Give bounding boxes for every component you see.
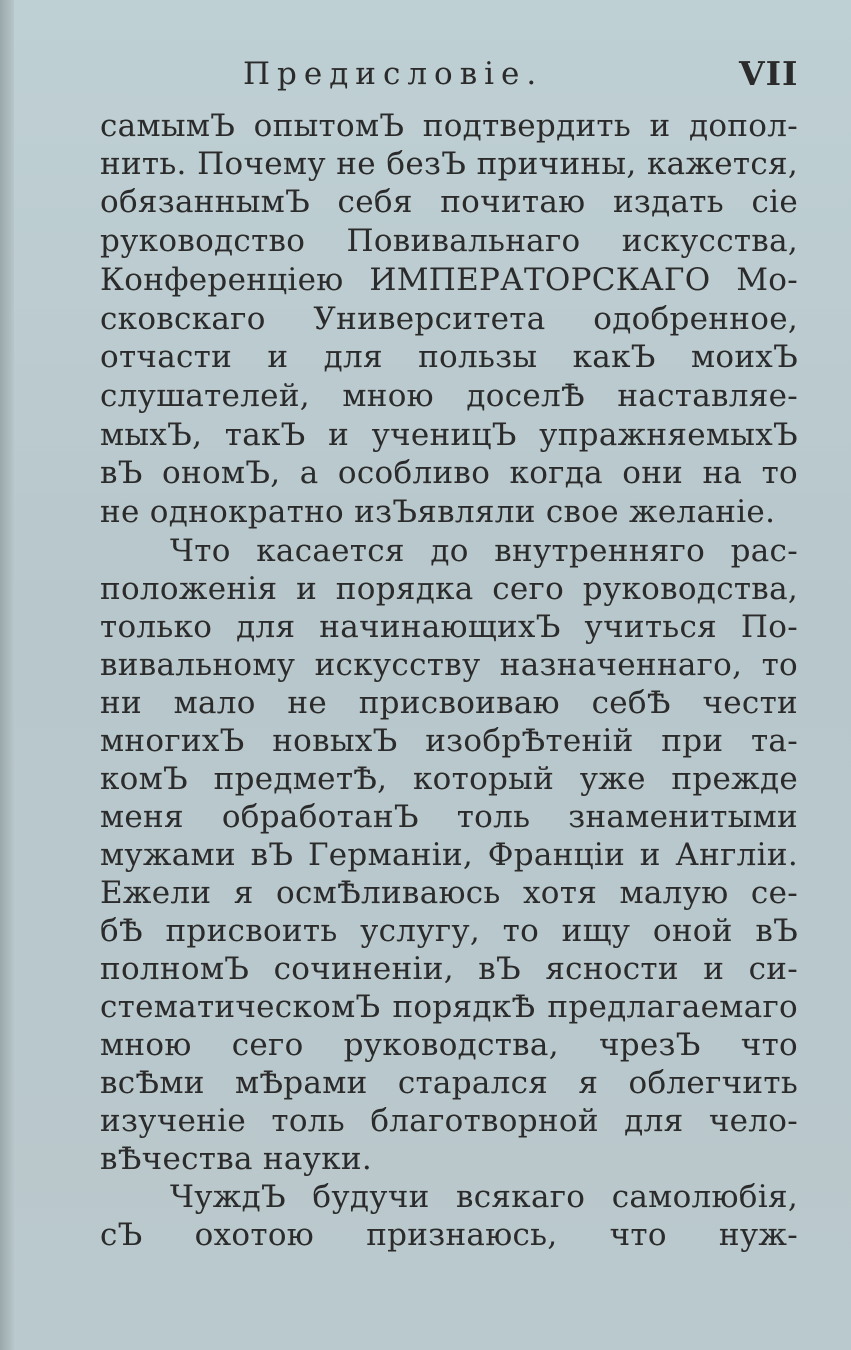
text-line: самымЪ опытомЪ подтвердить и допол- — [100, 108, 798, 144]
text-line: многихЪ новыхЪ изобрѢтеній при та- — [100, 723, 798, 759]
text-line: стематическомЪ порядкѢ предлагаемаго — [100, 989, 798, 1025]
text-line: Конференціею ИМПЕРАТОРСКАГО Мо- — [100, 262, 798, 298]
text-line: мужами вЪ Германіи, Франціи и Англіи. — [100, 837, 798, 873]
text-line: отчасти и для пользы какЪ моихЪ — [100, 339, 798, 375]
body-text — [0, 104, 851, 1294]
text-line: сЪ охотою признаюсь, что нуж- — [100, 1217, 798, 1253]
text-line: нить. Почему не безЪ причины, кажется, — [100, 146, 798, 182]
text-line: сковскаго Университета одобренное, — [100, 301, 798, 337]
section-title: Предисловіе. — [243, 56, 544, 92]
text-line: положенія и порядка сего руководства, — [100, 571, 798, 607]
text-line: полномЪ сочиненіи, вЪ ясности и си- — [100, 951, 798, 987]
text-line: ни мало не присвоиваю себѢ чести — [100, 685, 798, 721]
paragraph-start-line: Что касается до внутренняго рас- — [170, 533, 798, 569]
text-line: изученіе толь благотворной для чело- — [100, 1103, 798, 1139]
paragraph-end-line: вѢчества науки. — [100, 1141, 372, 1177]
running-header — [0, 48, 851, 98]
text-line: комЪ предметѢ, который уже прежде — [100, 761, 798, 797]
text-line: Ежели я осмѢливаюсь хотя малую се- — [100, 875, 798, 911]
text-line: меня обработанЪ толь знаменитыми — [100, 799, 798, 835]
text-line: мною сего руководства, чрезЪ что — [100, 1027, 798, 1063]
text-line: руководство Повивальнаго искусства, — [100, 223, 798, 259]
paragraph-end-line: не однократно изЪявляли свое желаніе. — [100, 494, 776, 530]
text-line: обязаннымЪ себя почитаю издать сіе — [100, 184, 798, 220]
page-number: VII — [739, 54, 799, 93]
text-line: вивальному искусству назначеннаго, то — [100, 647, 798, 683]
text-line: бѢ присвоить услугу, то ищу оной вЪ — [100, 913, 798, 949]
text-line: всѢми мѢрами старался я облегчить — [100, 1065, 798, 1101]
text-line: вЪ ономЪ, а особливо когда они на то — [100, 455, 798, 491]
text-line: слушателей, мною доселѢ наставляе- — [100, 378, 798, 414]
paragraph-start-line: ЧуждЪ будучи всякаго самолюбія, — [170, 1179, 798, 1215]
text-line: только для начинающихЪ учиться По- — [100, 609, 798, 645]
text-line: мыхЪ, такЪ и ученицЪ упражняемыхЪ — [100, 417, 798, 453]
